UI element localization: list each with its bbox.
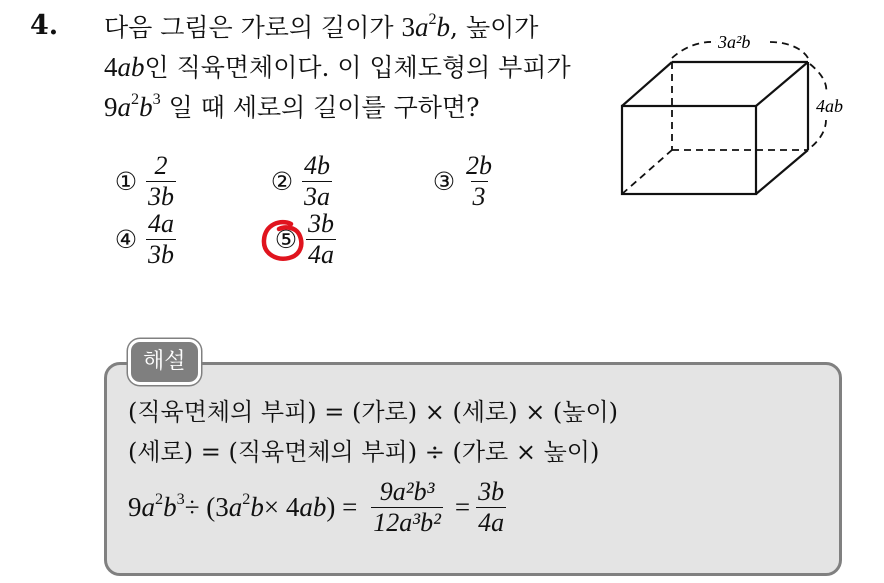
volume-coef: 9 bbox=[104, 92, 118, 122]
choice-3-fraction bbox=[464, 152, 494, 211]
question-text-1: 다음 그림은 가로의 길이가 bbox=[104, 13, 402, 42]
choice-1-numerator: 2 bbox=[154, 151, 168, 180]
choice-2-fraction bbox=[302, 152, 332, 211]
choice-4-numerator: 4a bbox=[148, 209, 174, 238]
choice-2[interactable] bbox=[262, 152, 332, 211]
solution-line-3 bbox=[128, 478, 506, 537]
question-line-1 bbox=[104, 10, 538, 45]
choice-4-denominator: 3b bbox=[148, 240, 174, 269]
solution-badge: 해설 bbox=[128, 339, 201, 385]
choice-3-numerator: 2b bbox=[466, 151, 492, 180]
choice-marker-4: ④ bbox=[114, 225, 138, 254]
height-vars: ab bbox=[117, 52, 145, 82]
choice-2-numerator: 4b bbox=[304, 151, 330, 180]
line3-height-vars: ab bbox=[299, 492, 327, 522]
width-vars: $a^2b$ bbox=[414, 9, 451, 42]
cuboid-figure bbox=[612, 28, 872, 208]
line3-coef: 9 bbox=[128, 492, 142, 522]
choice-4-fraction bbox=[146, 210, 176, 269]
fraction-1-numerator: 9a²b³ bbox=[379, 477, 435, 506]
choice-marker-2: ② bbox=[270, 167, 294, 196]
question-line-2 bbox=[104, 50, 571, 85]
cuboid-edges bbox=[622, 62, 808, 194]
selection-circle-mark bbox=[259, 218, 309, 264]
choice-3-denominator: 3 bbox=[472, 182, 486, 211]
solution-line-2: (세로) = (직육면체의 부피) ÷ (가로 × 높이) bbox=[128, 438, 600, 466]
line3-close: ) = bbox=[326, 492, 358, 522]
choice-2-denominator: 3a bbox=[304, 182, 330, 211]
fraction-2-denominator: 4a bbox=[478, 508, 505, 537]
question-number: 4. bbox=[30, 10, 59, 41]
question-text-1b: , 높이가 bbox=[450, 13, 539, 42]
choice-4[interactable] bbox=[106, 210, 176, 269]
choice-1-fraction bbox=[146, 152, 176, 211]
choice-5-fraction bbox=[306, 210, 336, 269]
choice-marker-5: ⑤ bbox=[274, 225, 298, 254]
line3-equals: = bbox=[454, 492, 471, 522]
figure-right-label: 4ab bbox=[816, 96, 843, 116]
cuboid-hidden-edges bbox=[622, 42, 826, 194]
line3-width-vars: $a^2b$ bbox=[228, 489, 264, 522]
fraction-2-numerator: 3b bbox=[478, 477, 505, 506]
line3-divide: ÷ (3 bbox=[184, 492, 229, 522]
width-coef: 3 bbox=[401, 12, 415, 42]
volume-vars: $a^2b^3$ bbox=[117, 89, 161, 122]
solution-line-1: (직육면체의 부피) = (가로) × (세로) × (높이) bbox=[128, 398, 619, 426]
choice-5-denominator: 4a bbox=[308, 240, 334, 269]
solution-fraction-2 bbox=[476, 478, 506, 537]
question-text-3: 일 때 세로의 길이를 구하면? bbox=[160, 93, 480, 122]
choice-5-numerator: 3b bbox=[308, 209, 334, 238]
solution-fraction-1 bbox=[371, 478, 443, 537]
choice-marker-3: ③ bbox=[432, 167, 456, 196]
figure-top-label: 3a²b bbox=[718, 32, 751, 52]
question-text-2: 인 직육면체이다. 이 입체도형의 부피가 bbox=[144, 53, 571, 82]
choice-3[interactable] bbox=[424, 152, 494, 211]
choice-1-denominator: 3b bbox=[148, 182, 174, 211]
height-coef: 4 bbox=[104, 52, 118, 82]
choice-marker-1: ① bbox=[114, 167, 138, 196]
line3-vars: $a^2b^3$ bbox=[141, 489, 185, 522]
choice-1[interactable] bbox=[106, 152, 176, 211]
line3-times: × 4 bbox=[263, 492, 300, 522]
fraction-1-denominator: 12a³b² bbox=[373, 508, 441, 537]
question-line-3 bbox=[104, 90, 479, 125]
